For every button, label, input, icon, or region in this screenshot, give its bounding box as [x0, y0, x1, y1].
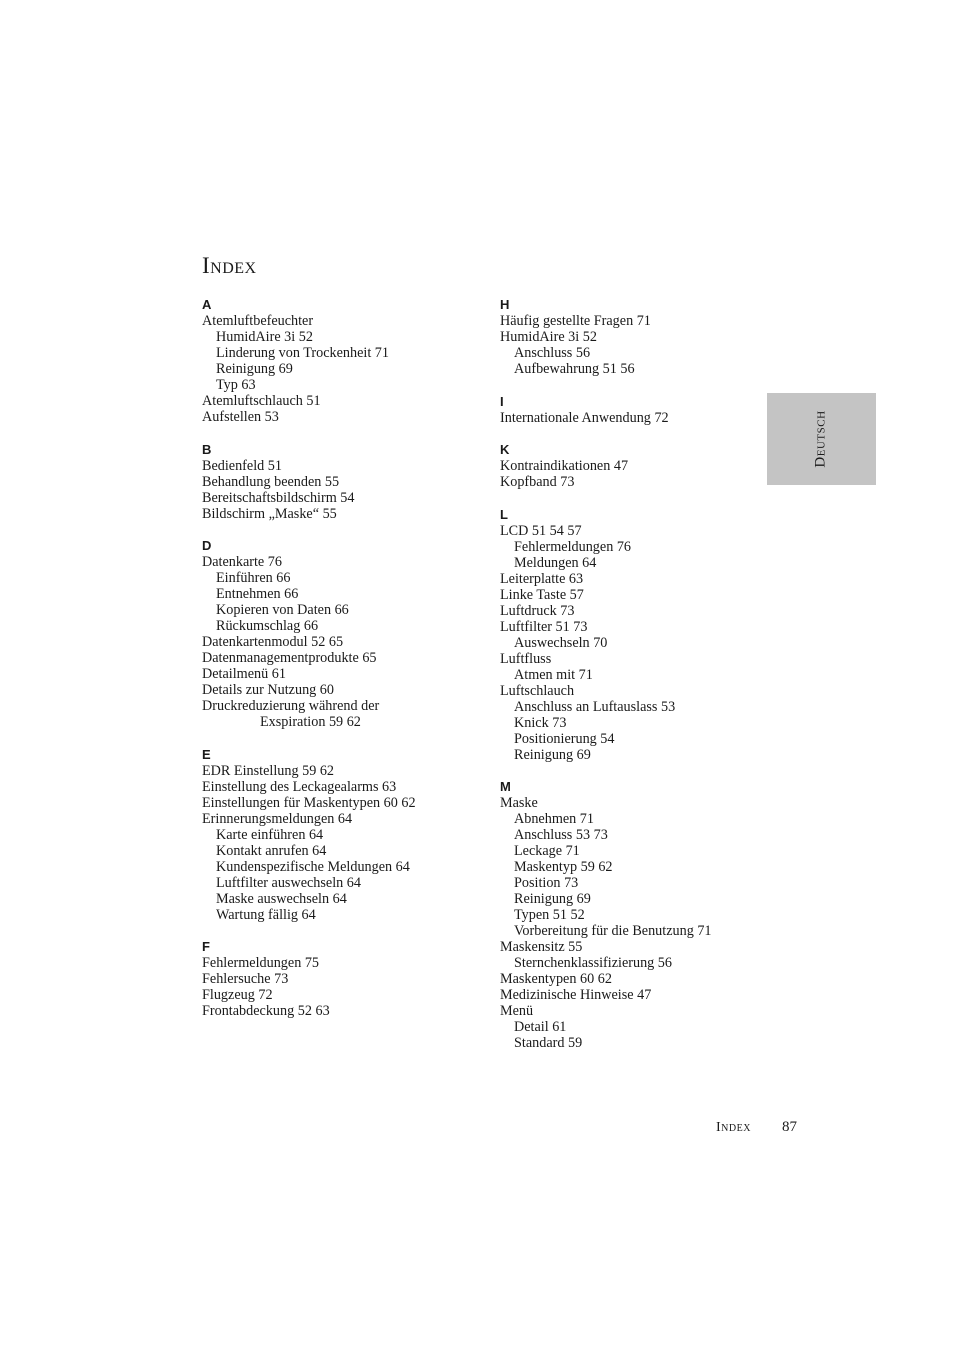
index-entry: Behandlung beenden 55 — [202, 473, 340, 490]
index-entry: Datenkartenmodul 52 65 — [202, 634, 344, 650]
index-entry: Häufig gestellte Fragen 71 — [500, 313, 651, 329]
index-entry: Standard 59 — [514, 1035, 583, 1051]
index-entry: Atemluftbefeuchter — [202, 313, 314, 329]
index-section — [202, 747, 472, 923]
index-entry: Fehlermeldungen 76 — [514, 538, 632, 555]
index-entry: Luftfluss — [500, 650, 552, 667]
index-entry: Einstellung des Leckagealarms 63 — [202, 778, 397, 795]
index-entry: Frontabdeckung 52 63 — [202, 1003, 330, 1019]
index-entry: Reinigung 69 — [514, 746, 591, 763]
index-section — [202, 442, 472, 522]
index-entry: Detailmenü 61 — [202, 666, 286, 682]
page-title: Index — [202, 253, 257, 278]
side-tab-label: Deutsch — [812, 410, 829, 468]
index-entry: Datenmanagementprodukte 65 — [202, 650, 377, 666]
index-entry: Rückumschlag 66 — [216, 618, 319, 634]
index-entry: Atmen mit 71 — [514, 666, 593, 683]
index-entry: Flugzeug 72 — [202, 987, 273, 1003]
section-letter: K — [500, 442, 510, 457]
index-entry: Detail 61 — [514, 1019, 567, 1035]
index-entry: Anschluss an Luftauslass 53 — [514, 698, 676, 715]
index-entry: Knick 73 — [514, 714, 567, 731]
index-entry: Aufstellen 53 — [202, 409, 279, 425]
index-entry: Kundenspezifische Meldungen 64 — [216, 858, 410, 875]
index-entry: Maske — [500, 795, 538, 811]
index-section — [500, 297, 750, 377]
index-entry: Medizinische Hinweise 47 — [500, 987, 652, 1003]
index-entry: Luftfilter auswechseln 64 — [216, 874, 361, 891]
index-entry: Leiterplatte 63 — [500, 570, 584, 587]
index-entry: Sternchenklassifizierung 56 — [514, 955, 672, 971]
index-entry: HumidAire 3i 52 — [216, 329, 313, 345]
index-entry: Vorbereitung für die Benutzung 71 — [514, 923, 712, 939]
index-entry: Fehlersuche 73 — [202, 971, 289, 987]
index-entry: Einstellungen für Maskentypen 60 62 — [202, 794, 416, 811]
index-entry: Kontakt anrufen 64 — [216, 842, 327, 859]
index-entry: Details zur Nutzung 60 — [202, 682, 334, 698]
section-letter: I — [500, 393, 504, 409]
index-entry: Internationale Anwendung 72 — [500, 409, 669, 426]
index-column-left — [202, 297, 472, 1036]
index-entry: Kontraindikationen 47 — [500, 458, 629, 474]
index-entry: Wartung fällig 64 — [216, 906, 316, 923]
index-entry: Linderung von Trockenheit 71 — [216, 345, 389, 361]
index-entry: Reinigung 69 — [216, 361, 293, 377]
index-entry: Luftschlauch — [500, 682, 575, 699]
index-entry: Maske auswechseln 64 — [216, 890, 347, 907]
index-entry: Bereitschaftsbildschirm 54 — [202, 489, 355, 506]
page-number: 87 — [782, 1119, 797, 1135]
index-entry: Linke Taste 57 — [500, 586, 584, 603]
index-entry: Bedienfeld 51 — [202, 457, 282, 474]
index-section — [500, 442, 750, 490]
index-entry: Meldungen 64 — [514, 554, 597, 571]
index-entry: Erinnerungsmeldungen 64 — [202, 810, 353, 827]
index-section — [202, 538, 472, 730]
index-entry: Druckreduzierung während der — [202, 698, 380, 714]
index-entry: Luftdruck 73 — [500, 602, 575, 619]
index-entry: Anschluss 56 — [514, 345, 591, 361]
index-entry: Abnehmen 71 — [514, 811, 594, 827]
index-section — [202, 297, 472, 425]
index-section — [202, 939, 472, 1019]
section-letter: M — [500, 779, 511, 794]
index-entry: HumidAire 3i 52 — [500, 329, 597, 345]
footer-section-label: Index — [716, 1120, 751, 1135]
section-letter: E — [202, 746, 211, 762]
section-letter: L — [500, 506, 508, 522]
index-entry: Anschluss 53 73 — [514, 827, 608, 843]
index-entry: EDR Einstellung 59 62 — [202, 762, 335, 779]
index-entry: Leckage 71 — [514, 843, 580, 859]
index-entry: Einführen 66 — [216, 570, 291, 586]
section-letter: D — [202, 538, 212, 553]
index-entry: Kopfband 73 — [500, 474, 575, 490]
index-entry: Exspiration 59 62 — [260, 714, 361, 730]
index-entry: Aufbewahrung 51 56 — [514, 361, 635, 377]
index-entry: Atemluftschlauch 51 — [202, 393, 321, 409]
index-entry: Maskentyp 59 62 — [514, 859, 613, 875]
index-section — [500, 394, 750, 426]
index-entry: Fehlermeldungen 75 — [202, 955, 320, 971]
section-letter: B — [202, 441, 212, 457]
index-entry: Karte einführen 64 — [216, 826, 324, 843]
index-entry: Kopieren von Daten 66 — [216, 602, 349, 618]
index-section — [500, 779, 750, 1051]
index-entry: Entnehmen 66 — [216, 586, 299, 602]
section-letter: A — [202, 297, 212, 312]
index-entry: Typen 51 52 — [514, 907, 585, 923]
index-entry: Auswechseln 70 — [514, 634, 608, 651]
index-entry: Luftfilter 51 73 — [500, 618, 588, 635]
index-entry: Position 73 — [514, 875, 579, 891]
index-entry: Maskentypen 60 62 — [500, 971, 612, 987]
index-entry: Positionierung 54 — [514, 730, 615, 747]
section-letter: F — [202, 939, 210, 954]
index-entry: LCD 51 54 57 — [500, 522, 582, 539]
index-section — [500, 507, 750, 763]
index-entry: Reinigung 69 — [514, 891, 591, 907]
index-entry: Maskensitz 55 — [500, 939, 583, 955]
index-entry: Datenkarte 76 — [202, 554, 282, 570]
index-entry: Typ 63 — [216, 377, 256, 393]
index-entry: Menü — [500, 1003, 534, 1019]
section-letter: H — [500, 297, 510, 312]
index-entry: Bildschirm „Maske“ 55 — [202, 505, 337, 522]
index-column-right — [500, 297, 750, 1068]
language-side-tab — [767, 393, 876, 485]
